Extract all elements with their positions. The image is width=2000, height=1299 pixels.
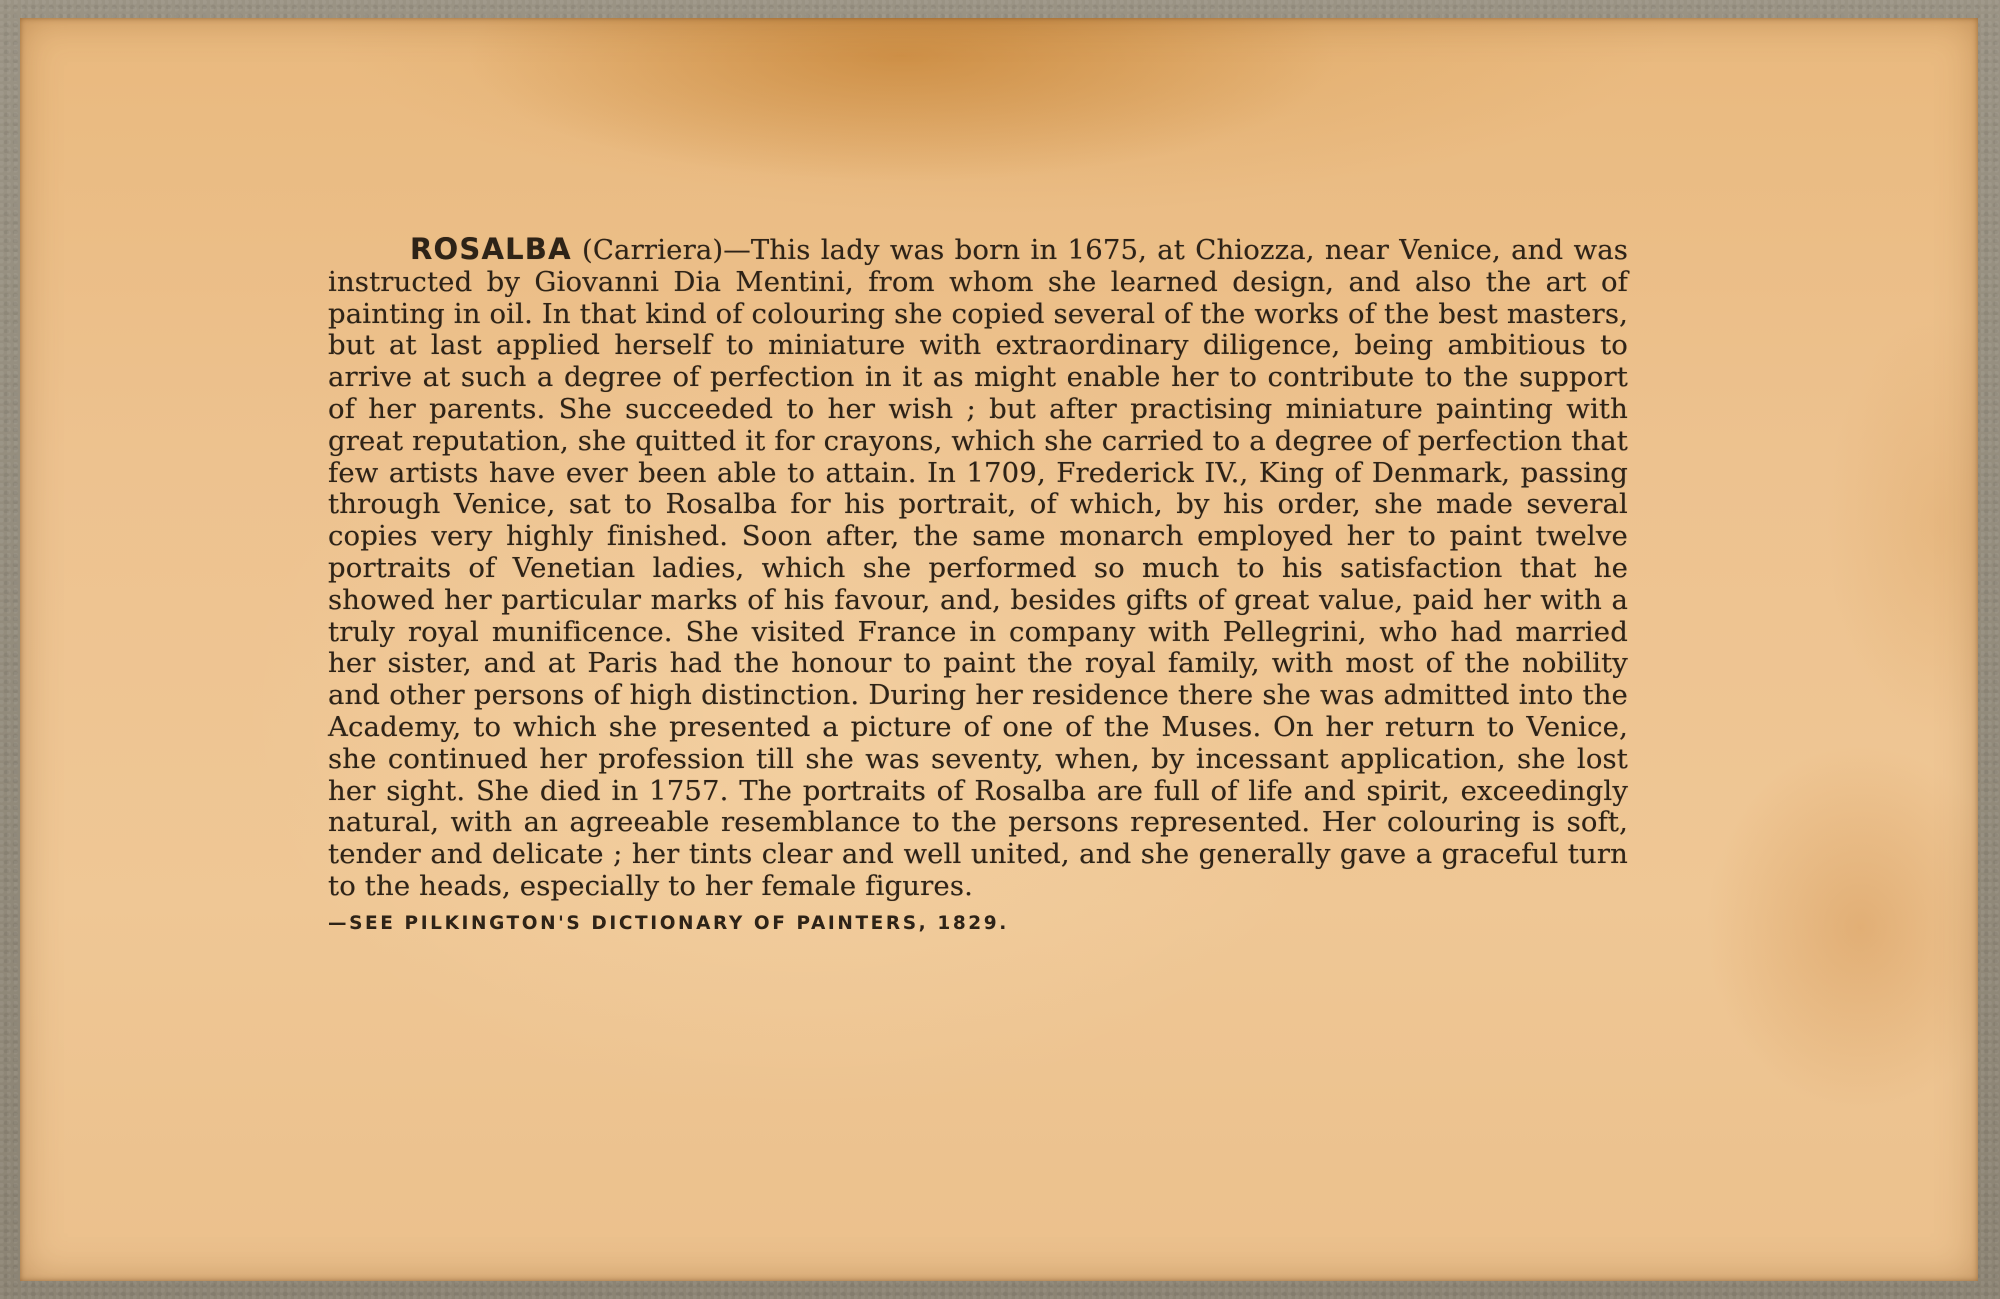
card-back	[20, 18, 1978, 1281]
citation: —SEE PILKINGTON'S DICTIONARY OF PAINTERS, 1829.	[328, 912, 1009, 934]
text-block	[328, 234, 1628, 934]
biography-paragraph	[328, 234, 1628, 903]
biography-text: (Carriera)—This lady was born in 1675, at Chiozza, near Venice, and was instructed by Giovanni Dia Mentini, from whom she learned design, and also the art of painting in oil. In that kind of colouring she copied several of the works of the best masters, but at last applied herself to miniature with extraordinary diligence, being ambitious to arrive at such a degree of perfection in it as might enable her to contribute to the support of her parents. She succeeded to her wish ; but after practising miniature painting with great reputation, she quitted it for crayons, which she carried to a degree of perfection that few artists have ever been able to attain. In 1709, Frederick IV., King of Denmark, passing through Venice, sat to Rosalba for his portrait, of which, by his order, she made several copies very highly finished. Soon after, the same monarch employed her to paint twelve portraits of Venetian ladies, which she performed so much to his satisfaction that he showed her particular marks of his favour, and, besides gifts of great value, paid her with a truly royal munificence. She visited France in company with Pellegrini, who had married her sister, and at Paris had the honour to paint the royal family, with most of the nobility and other persons of high distinction. During her residence there she was admitted into the Academy, to which she presented a picture of one of the Muses. On her return to Venice, she continued her profession till she was seventy, when, by incessant application, she lost her sight. She died in 1757. The portraits of Rosalba are full of life and spirit, exceedingly natural, with an agreeable resemblance to the persons represented. Her colouring is soft, tender and delicate ; her tints clear and well united, and she generally gave a graceful turn to the heads, especially to her female figures.	[328, 234, 1628, 902]
lead-word: ROSALBA	[410, 232, 572, 266]
